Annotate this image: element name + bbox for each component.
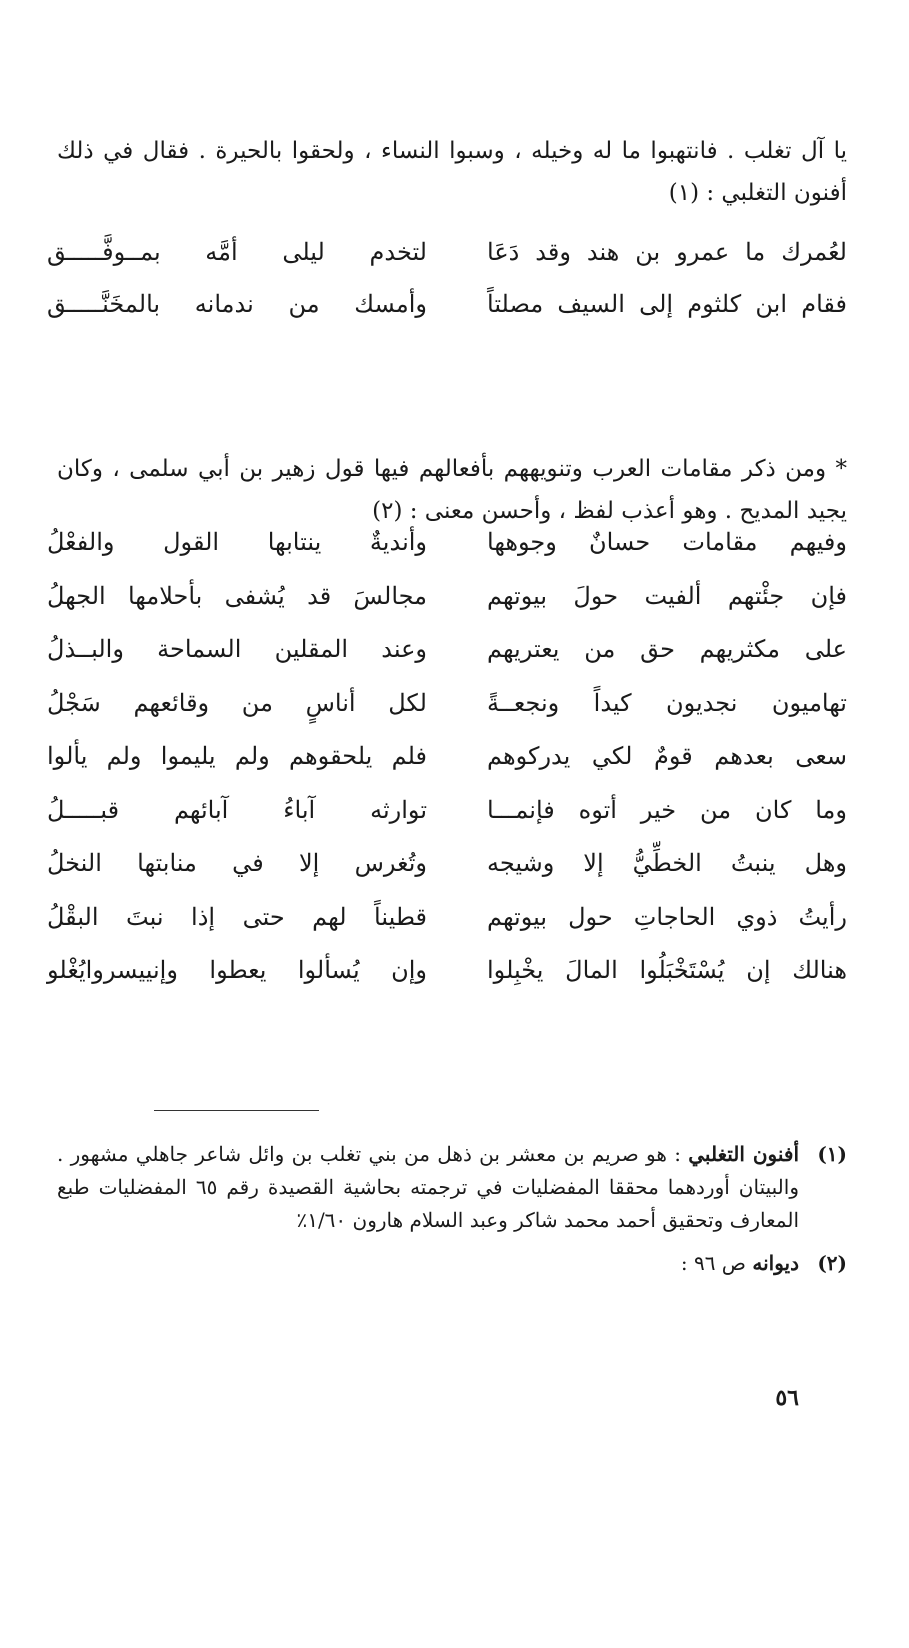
verse bbox=[47, 238, 847, 290]
footnote-heading: أفنون التغلبي bbox=[688, 1142, 799, 1166]
footnote-number: (٢) bbox=[817, 1251, 847, 1275]
verse bbox=[47, 290, 847, 342]
footnotes bbox=[57, 1138, 847, 1290]
footnote-text: ص ٩٦ : bbox=[680, 1251, 753, 1275]
verse-second-hemistich: وأنديةٌ ينتابها القول والفعْلُ bbox=[47, 528, 427, 556]
footnote-1 bbox=[57, 1138, 847, 1237]
verse bbox=[47, 742, 847, 796]
verse bbox=[47, 849, 847, 903]
zuhair-intro-paragraph: * ومن ذكر مقامات العرب وتنويههم بأفعالهم فيها قول زهير بن أبي سلمى ، وكان يجيد المديح . وهو أعذب لفظ ، وأحسن معنى : (٢) bbox=[57, 456, 847, 524]
verse-second-hemistich: قطيناً لهم حتى إذا نبتَ البقْلُ bbox=[47, 902, 427, 931]
verse-second-hemistich: وأمسك من ندمانه بالمخَنَّـــــق bbox=[47, 290, 427, 318]
verse-first-hemistich: رأيتُ ذوي الحاجاتِ حول بيوتهم bbox=[487, 902, 847, 931]
verse-second-hemistich: وإن يُسألوا يعطوا وإنييسروايُغْلو bbox=[47, 956, 427, 984]
verse bbox=[47, 796, 847, 850]
verse bbox=[47, 635, 847, 689]
verse-second-hemistich: وتُغرس إلا في منابتها النخلُ bbox=[47, 849, 427, 877]
verse-second-hemistich: وعند المقلين السماحة والبــذلُ bbox=[47, 635, 427, 663]
verse bbox=[47, 582, 847, 636]
page-number: ٥٦ bbox=[775, 1385, 799, 1411]
verse bbox=[47, 956, 847, 1010]
footnote-heading: ديوانه bbox=[752, 1251, 799, 1275]
verse-first-hemistich: هنالك إن يُسْتَخْبَلُوا المالَ يخْبِلوا bbox=[487, 956, 847, 984]
intro-paragraph: يا آل تغلب . فانتهبوا ما له وخيله ، وسبوا النساء ، ولحقوا بالحيرة . فقال في ذلك أفنون التغلبي : (١) bbox=[57, 138, 847, 206]
poem-zuhair bbox=[47, 528, 847, 1010]
verse-first-hemistich: وفيهم مقامات حسانٌ وجوهها bbox=[487, 528, 847, 556]
verse-second-hemistich: توارثه آباءُ آبائهم قبـــــلُ bbox=[47, 795, 427, 824]
verse bbox=[47, 903, 847, 957]
verse-first-hemistich: تهاميون نجديون كيداً ونجعــةً bbox=[487, 688, 847, 717]
footnote-2 bbox=[57, 1247, 847, 1280]
verse-first-hemistich: وما كان من خير أتوه فإنمـــا bbox=[487, 795, 847, 824]
verse-second-hemistich: لتخدم ليلى أمَّه بمــوفَّـــــق bbox=[47, 238, 427, 266]
verse-second-hemistich: لكل أناسٍ من وقائعهم سَجْلُ bbox=[47, 688, 427, 717]
footnote-text: : هو صريم بن معشر بن ذهل من بني تغلب بن وائل شاعر جاهلي مشهور . والبيتان أوردهما محققا المفضليات في ترجمته بحاشية القصيدة رقم ٦٥ المفضليات طبع المعارف وتحقيق أحمد محمد شاكر وعبد السلام هارون ١/٦٠٪ bbox=[57, 1142, 799, 1232]
verse bbox=[47, 689, 847, 743]
verse-first-hemistich: على مكثريهم حق من يعتريهم bbox=[487, 635, 847, 663]
footnote-divider bbox=[154, 1110, 319, 1111]
verse-first-hemistich: فإن جئْتهم ألفيت حولَ بيوتهم bbox=[487, 581, 847, 610]
footnote-number: (١) bbox=[817, 1142, 847, 1166]
verse-first-hemistich: فقام ابن كلثوم إلى السيف مصلتاً bbox=[487, 290, 847, 318]
poem-afnun bbox=[47, 238, 847, 342]
verse bbox=[47, 528, 847, 582]
verse-first-hemistich: سعى بعدهم قومٌ لكي يدركوهم bbox=[487, 742, 847, 770]
verse-second-hemistich: مجالسَ قد يُشفى بأحلامها الجهلُ bbox=[47, 581, 427, 610]
verse-first-hemistich: لعُمرك ما عمرو بن هند وقد دَعَا bbox=[487, 238, 847, 266]
verse-first-hemistich: وهل ينبتُ الخطِّيُّ إلا وشيجه bbox=[487, 849, 847, 877]
verse-second-hemistich: فلم يلحقوهم ولم يليموا ولم يألوا bbox=[47, 742, 427, 770]
